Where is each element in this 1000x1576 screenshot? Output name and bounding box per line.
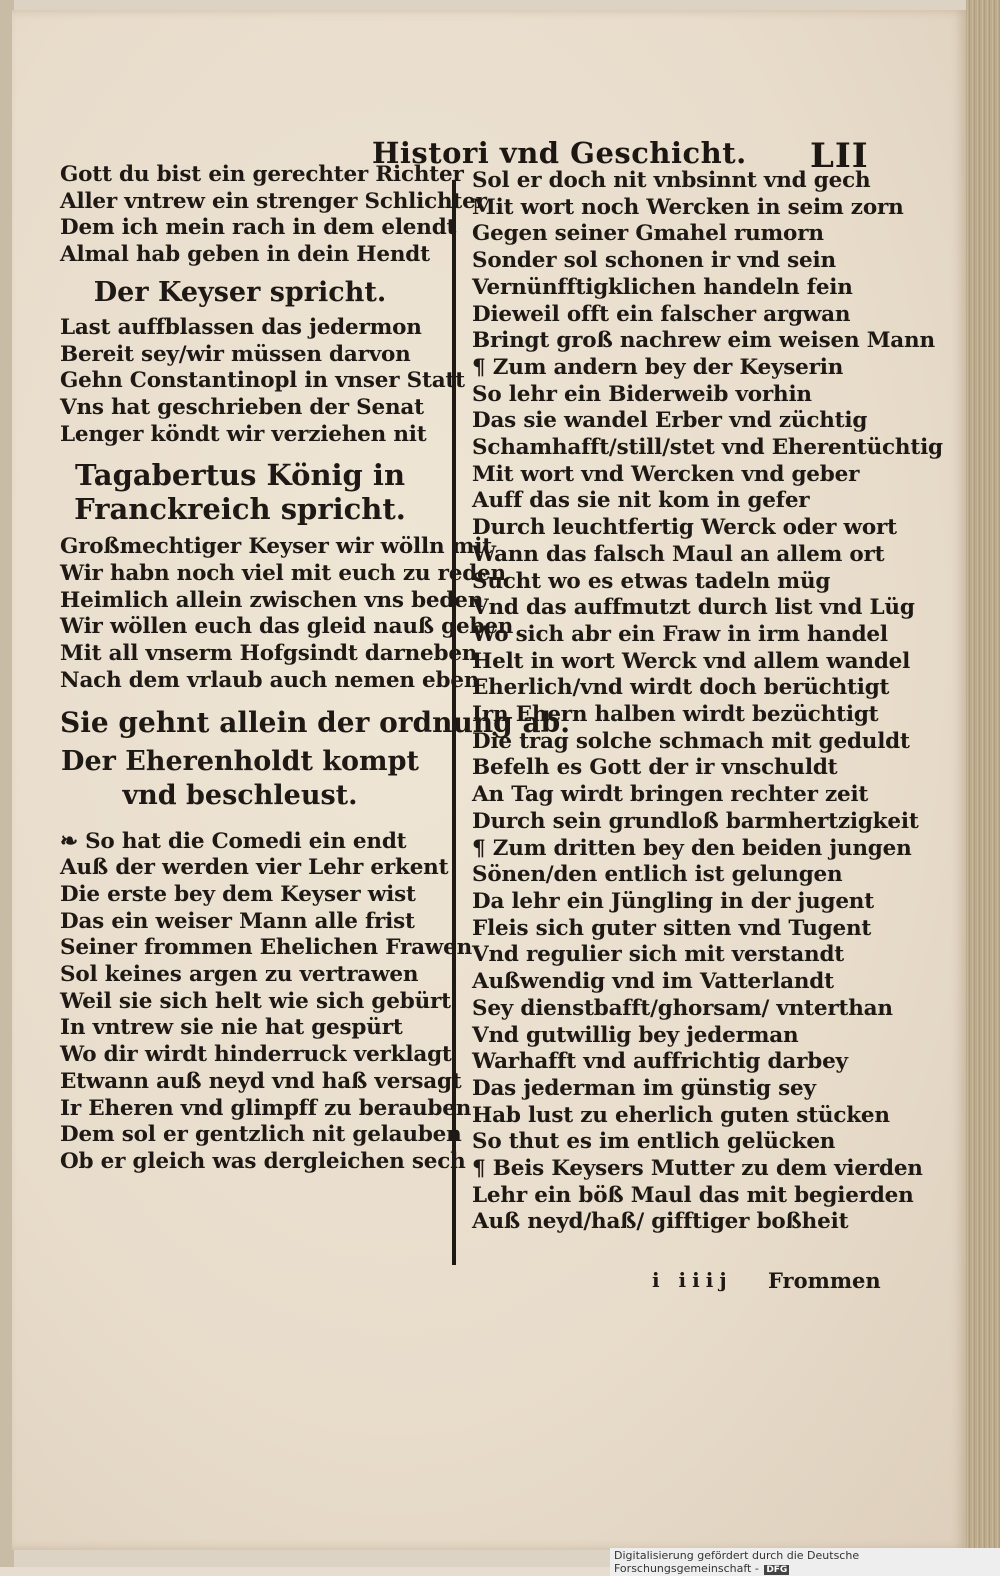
verse-line: Sol er doch nit vnbsinnt vnd gech xyxy=(472,168,871,193)
digitization-credit-text: Digitalisierung gefördert durch die Deutsche Forschungsgemeinschaft - xyxy=(614,1549,860,1575)
verse-line: Seiner frommen Ehelichen Frawen xyxy=(60,935,473,961)
page-edges xyxy=(966,0,1000,1560)
verse-line: Mit wort noch Wercken in seim zorn xyxy=(472,194,904,220)
verse-line: Sol keines argen zu vertrawen xyxy=(60,962,419,988)
verse-block-d xyxy=(60,828,473,1176)
verse-line: Bringt groß nachrew eim weisen Mann xyxy=(472,328,935,354)
verse-line: Sönen/den entlich ist gelungen xyxy=(472,862,843,888)
speaker-heading: Der Keyser spricht. xyxy=(93,276,387,308)
verse-line: Wo sich abr ein Fraw in irm handel xyxy=(472,621,888,647)
verse-line: Sonder sol schonen ir vnd sein xyxy=(472,248,836,274)
verse-line: Wir habn noch viel mit euch zu reden xyxy=(60,561,506,587)
verse-line: Dem sol er gentzlich nit gelauben xyxy=(60,1122,462,1148)
verse-line: Sucht wo es etwas tadeln müg xyxy=(472,568,831,594)
verse-line: So lehr ein Biderweib vorhin xyxy=(472,381,812,407)
speaker-heading-line: Der Eherenholdt kompt xyxy=(61,745,419,777)
verse-line: Fleis sich guter sitten vnd Tugent xyxy=(472,915,872,941)
verse-line: Irn Ehern halben wirdt bezüchtigt xyxy=(472,702,879,728)
dfg-logo: DFG xyxy=(766,1565,788,1575)
verse-line: Sey dienstbafft/ghorsam/ vnterthan xyxy=(472,995,893,1021)
verse-line: Ir Eheren vnd glimpff zu berauben xyxy=(60,1095,472,1121)
verse-line: So thut es im entlich gelücken xyxy=(472,1129,836,1155)
verse-line: Befelh es Gott der ir vnschuldt xyxy=(472,755,838,781)
verse-line: Durch sein grundloß barmhertzigkeit xyxy=(472,808,919,834)
left-column xyxy=(60,162,570,1176)
verse-line: Hab lust zu eherlich guten stücken xyxy=(472,1102,890,1128)
verse-line: ¶ Zum dritten bey den beiden jungen xyxy=(472,835,912,861)
verse-line: Ob er gleich was dergleichen sech xyxy=(60,1148,466,1174)
verse-line: Heimlich allein zwischen vns beden xyxy=(60,587,484,613)
verse-line: Bereit sey/wir müssen darvon xyxy=(60,341,411,367)
verse-line: Vns hat geschrieben der Senat xyxy=(60,394,424,420)
verse-line: Die erste bey dem Keyser wist xyxy=(60,881,416,907)
verse-line: Dem ich mein rach in dem elendt xyxy=(60,215,457,241)
verse-line: In vntrew sie nie hat gespürt xyxy=(60,1015,403,1041)
verse-line: Vnd gutwillig bey jederman xyxy=(472,1022,799,1048)
verse-line: An Tag wirdt bringen rechter zeit xyxy=(472,782,869,808)
verse-block-a xyxy=(60,162,487,269)
folio-number: LII xyxy=(810,136,869,176)
stage-direction: Sie gehnt allein der ordnung ab. xyxy=(60,705,570,739)
verse-line: Wir wöllen euch das gleid nauß geben xyxy=(60,614,514,640)
speaker-heading-line: Tagabertus König in xyxy=(74,458,406,493)
verse-line: Mit wort vnd Wercken vnd geber xyxy=(472,461,860,487)
verse-line: Wann das falsch Maul an allem ort xyxy=(472,541,885,567)
verse-line: Gott du bist ein gerechter Richter xyxy=(60,162,464,187)
verse-line: Vernünfftigklichen handeln fein xyxy=(472,274,853,300)
verse-line: Lenger köndt wir verziehen nit xyxy=(60,421,427,447)
speaker-heading-line: Franckreich spricht. xyxy=(74,492,406,527)
verse-line: Helt in wort Werck vnd allem wandel xyxy=(472,648,911,674)
verse-line: Vnd das auffmutzt durch list vnd Lüg xyxy=(472,595,915,621)
verse-line: Aller vntrew ein strenger Schlichter xyxy=(60,188,487,214)
verse-line: Eherlich/vnd wirdt doch berüchtigt xyxy=(472,675,890,701)
verse-line: Großmechtiger Keyser wir wölln mit xyxy=(60,534,492,560)
verse-line: ❧ So hat die Comedi ein endt xyxy=(60,828,407,854)
verse-line: Warhafft vnd auffrichtig darbey xyxy=(472,1049,848,1075)
verse-line: Das ein weiser Mann alle frist xyxy=(60,908,415,934)
verse-line: Wo dir wirdt hinderruck verklagt xyxy=(60,1042,452,1068)
speaker-heading xyxy=(60,458,420,526)
verse-line: Mit all vnserm Hofgsindt darneben xyxy=(60,641,478,667)
verse-line: Schamhafft/still/stet vnd Eherentüchtig xyxy=(472,435,943,461)
digitization-credit xyxy=(610,1548,1000,1576)
signature-mark: i iiij xyxy=(652,1268,733,1292)
verse-line: Gegen seiner Gmahel rumorn xyxy=(472,221,824,247)
speaker-heading-line: vnd beschleust. xyxy=(122,779,358,811)
verse-line: Nach dem vrlaub auch nemen eben xyxy=(60,667,480,693)
verse-line: Dieweil offt ein falscher argwan xyxy=(472,301,851,327)
verse-line: Gehn Constantinopl in vnser Statt xyxy=(60,368,465,394)
verse-line: Außwendig vnd im Vatterlandt xyxy=(472,969,834,995)
verse-line: Auß neyd/haß/ gifftiger boßheit xyxy=(472,1209,849,1235)
verse-line: Lehr ein böß Maul das mit begierden xyxy=(472,1182,914,1208)
running-title: Histori vnd Geschicht. xyxy=(372,136,747,170)
verse-line: Auß der werden vier Lehr erkent xyxy=(60,855,449,881)
right-column xyxy=(472,168,943,1236)
verse-line: Das jederman im günstig sey xyxy=(472,1075,816,1101)
verse-line: Durch leuchtfertig Werck oder wort xyxy=(472,515,897,541)
verse-line: Almal hab geben in dein Hendt xyxy=(60,242,430,268)
verse-line: Etwann auß neyd vnd haß versagt xyxy=(60,1068,462,1094)
verse-block-c xyxy=(60,534,514,694)
verse-line: ¶ Beis Keysers Mutter zu dem vierden xyxy=(472,1156,923,1182)
verse-line: Auff das sie nit kom in gefer xyxy=(472,488,810,514)
speaker-heading xyxy=(60,745,420,813)
verse-line: Last auffblassen das jedermon xyxy=(60,314,422,340)
verse-line: Das sie wandel Erber vnd züchtig xyxy=(472,408,868,434)
verse-block-b xyxy=(60,314,465,449)
catchword: Frommen xyxy=(768,1268,881,1293)
verse-line: ¶ Zum andern bey der Keyserin xyxy=(472,354,844,380)
verse-line: Vnd regulier sich mit verstandt xyxy=(472,942,845,968)
verse-line: Da lehr ein Jüngling in der jugent xyxy=(472,888,874,914)
verse-line: Weil sie sich helt wie sich gebürt xyxy=(60,988,451,1014)
verse-line: Die trag solche schmach mit geduldt xyxy=(472,728,910,754)
